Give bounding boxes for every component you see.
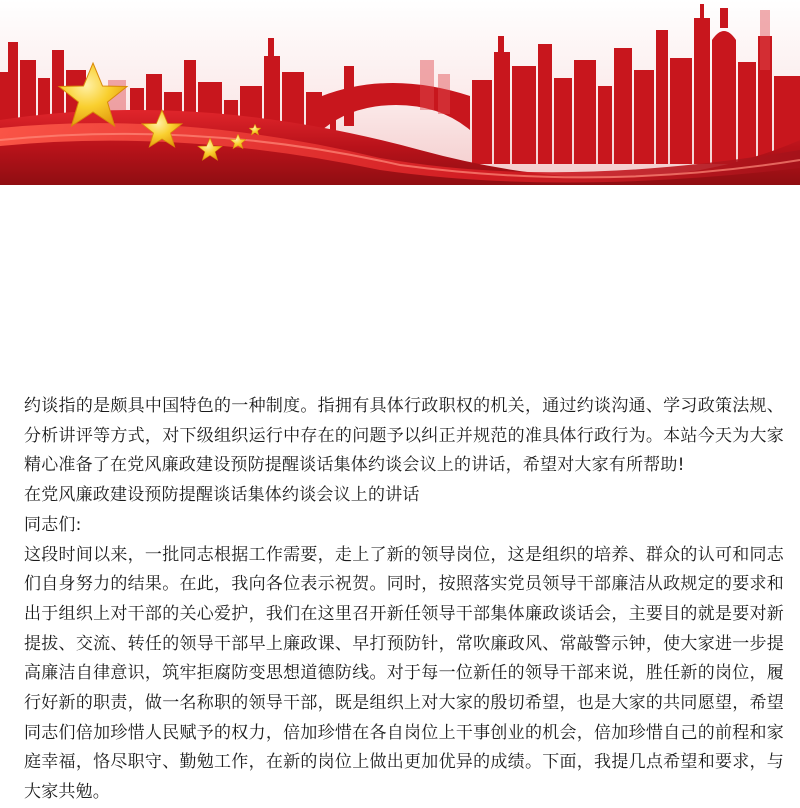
speech-title: 在党风廉政建设预防提醒谈话集体约谈会议上的讲话 — [24, 485, 420, 506]
intro-paragraph: 约谈指的是颇具中国特色的一种制度。指拥有具体行政职权的机关，通过约谈沟通、学习政策法规、分析讲评等方式，对下级组织运行中存在的问题予以纠正并规范的准具体行政行为。本站今天为大家精心准备了在党风廉政建设预防提醒谈话集体约谈会议上的讲话，希望对大家有所帮助! — [24, 396, 784, 476]
header-banner — [0, 0, 800, 185]
speech-body: 这段时间以来，一批同志根据工作需要，走上了新的领导岗位，这是组织的培养、群众的认可和同志们自身努力的结果。在此，我向各位表示祝贺。同时，按照落实党员领导干部廉洁从政规定的要求和出于组织上对干部的关心爱护，我们在这里召开新任领导干部集体廉政谈话会，主要目的就是要对新提拔、交流、转任的领导干部早上廉政课、早打预防针，常吹廉政风、常敲警示钟，使大家进一步提高廉洁自律意识，筑牢拒腐防变思想道德防线。对于每一位新任的领导干部来说，胜任新的岗位，履行好新的职责，做一名称职的领导干部，既是组织上对大家的殷切希望，也是大家的共同愿望，希望同志们倍加珍惜人民赋予的权力，倍加珍惜在各自岗位上干事创业的机会，倍加珍惜自己的前程和家庭幸福，恪尽职守、勤勉工作，在新的岗位上做出更加优异的成绩。下面，我提几点希望和要求，与大家共勉。 — [24, 544, 784, 803]
salutation: 同志们: — [24, 514, 82, 535]
article — [24, 392, 784, 808]
